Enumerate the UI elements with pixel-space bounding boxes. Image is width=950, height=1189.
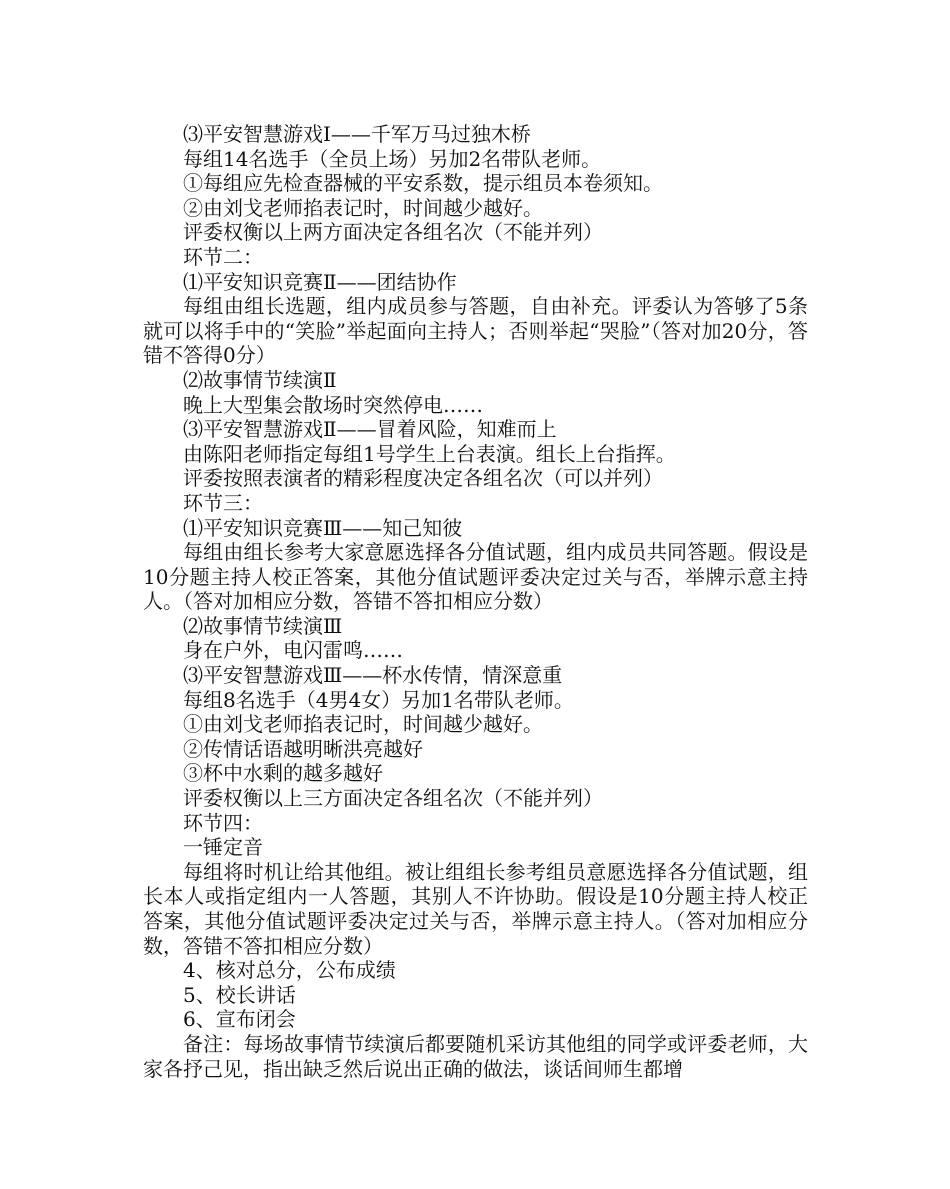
paragraph-game-1-rule-2: ②由刘戈老师掐表记时，时间越少越好。 bbox=[183, 195, 543, 220]
document-page bbox=[143, 122, 808, 1081]
paragraph-story-2-title: ⑵故事情节续演Ⅱ bbox=[183, 367, 337, 392]
section-heading-3: 环节三： bbox=[183, 490, 263, 515]
paragraph-quiz-2-rules: 每组由组长选题，组内成员参与答题，自由补充。评委认为答够了5条就可以将手中的“笑脸”举起面向主持人；否则举起“哭脸”（答对加20分，答错不答得0分） bbox=[143, 294, 808, 368]
paragraph-game-3-judging: 评委权衡以上三方面决定各组名次（不能并列） bbox=[183, 786, 603, 811]
paragraph-game-2-rules: 由陈阳老师指定每组1号学生上台表演。组长上台指挥。 bbox=[183, 441, 676, 466]
paragraph-game-3-rule-1: ①由刘戈老师掐表记时，时间越少越好。 bbox=[183, 712, 543, 737]
paragraph-notes: 备注：每场故事情节续演后都要随机采访其他组的同学或评委老师，大家各抒己见，指出缺乏然后说出正确的做法，谈话间师生都增 bbox=[143, 1031, 808, 1081]
paragraph-step-5: 5、校长讲话 bbox=[183, 982, 296, 1007]
paragraph-quiz-3-title: ⑴平安知识竞赛Ⅲ——知己知彼 bbox=[183, 515, 463, 540]
paragraph-game-1-title: ⑶平安智慧游戏Ⅰ——千军万马过独木桥 bbox=[183, 122, 531, 146]
paragraph-step-4: 4、核对总分，公布成绩 bbox=[183, 958, 396, 983]
paragraph-game-1-players: 每组14名选手（全员上场）另加2名带队老师。 bbox=[183, 146, 602, 171]
paragraph-story-3-title: ⑵故事情节续演Ⅲ bbox=[183, 613, 343, 638]
paragraph-step-6: 6、宣布闭会 bbox=[183, 1007, 296, 1032]
paragraph-game-3-players: 每组8名选手（4男4女）另加1名带队老师。 bbox=[183, 687, 574, 712]
paragraph-final-rules: 每组将时机让给其他组。被让组组长参考组员意愿选择各分值试题，组长本人或指定组内一人答题，其别人不许协助。假设是10分题主持人校正答案，其他分值试题评委决定过关与否，举牌示意主持人。（答对加相应分数，答错不答扣相应分数） bbox=[143, 859, 808, 958]
section-heading-2: 环节二： bbox=[183, 244, 263, 269]
paragraph-quiz-2-title: ⑴平安知识竞赛Ⅱ——团结协作 bbox=[183, 269, 457, 294]
paragraph-game-3-title: ⑶平安智慧游戏Ⅲ——杯水传情，情深意重 bbox=[183, 663, 563, 688]
paragraph-game-2-judging: 评委按照表演者的精彩程度决定各组名次（可以并列） bbox=[183, 466, 663, 491]
paragraph-game-2-title: ⑶平安智慧游戏Ⅱ——冒着风险，知难而上 bbox=[183, 417, 557, 442]
section-heading-4: 环节四： bbox=[183, 810, 263, 835]
paragraph-quiz-3-rules: 每组由组长参考大家意愿选择各分值试题，组内成员共同答题。假设是10分题主持人校正答案，其他分值试题评委决定过关与否，举牌示意主持人。（答对加相应分数，答错不答扣相应分数） bbox=[143, 540, 808, 614]
paragraph-game-1-rule-1: ①每组应先检查器械的平安系数，提示组员本卷须知。 bbox=[183, 171, 663, 196]
paragraph-story-2-scene: 晚上大型集会散场时突然停电…… bbox=[183, 392, 483, 417]
paragraph-game-3-rule-3: ③杯中水剩的越多越好 bbox=[183, 761, 383, 786]
paragraph-story-3-scene: 身在户外，电闪雷鸣…… bbox=[183, 638, 403, 663]
paragraph-game-1-judging: 评委权衡以上两方面决定各组名次（不能并列） bbox=[183, 220, 603, 245]
paragraph-game-3-rule-2: ②传情话语越明晰洪亮越好 bbox=[183, 736, 423, 761]
paragraph-final-title: 一锤定音 bbox=[183, 835, 263, 860]
